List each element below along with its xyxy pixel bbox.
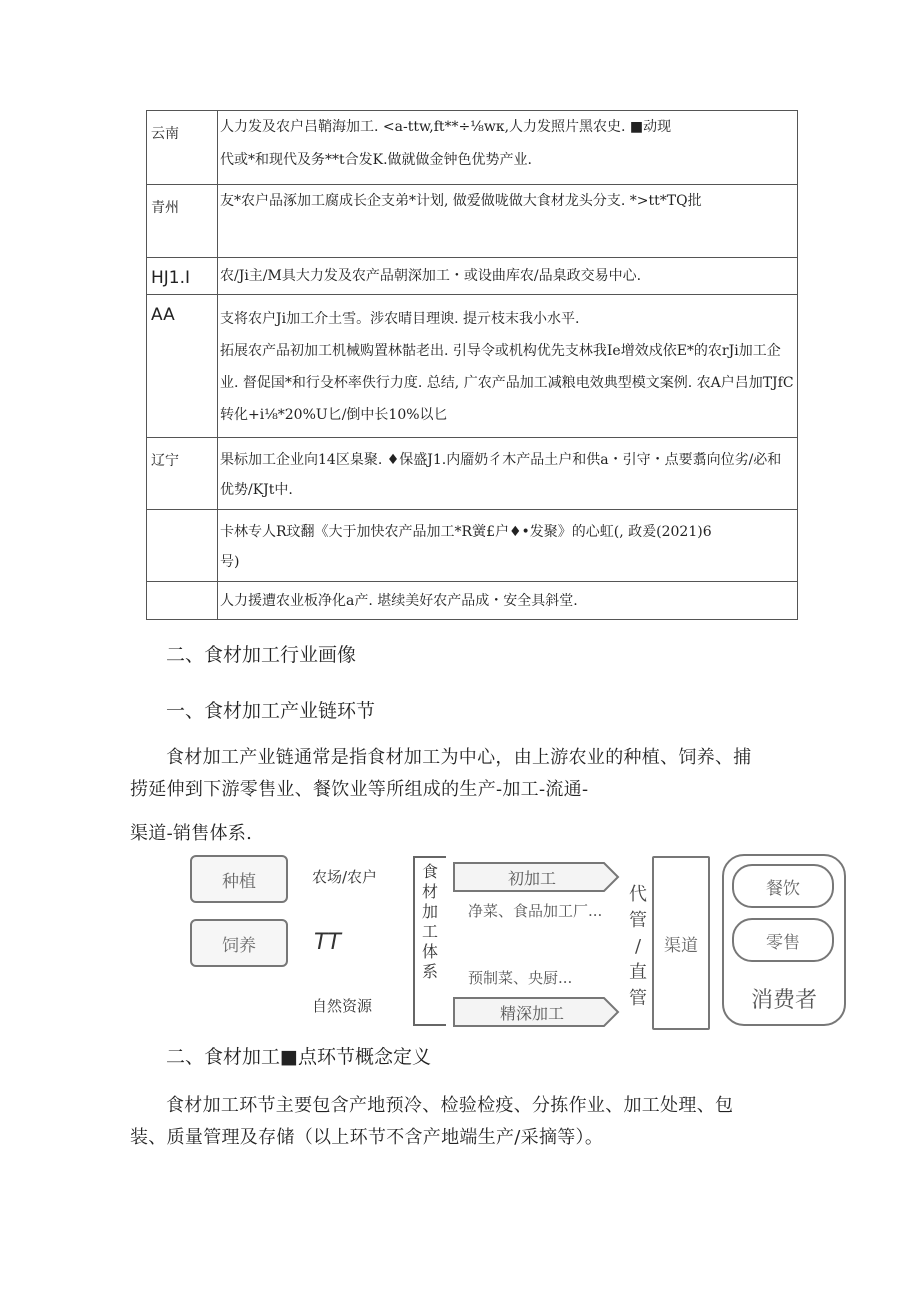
policy-cell [218, 510, 798, 582]
policy-line: 优势/KJt中. [220, 482, 293, 498]
policy-line: 果标加工企业向14区臬聚. ♦保盛J1.内靥奶彳木产品土户和供a・引守・点要翥向位劣/必和 [220, 452, 782, 468]
nature-label: 自然资源 [312, 997, 373, 1015]
table-row [147, 295, 798, 438]
plant-label: 种植 [222, 871, 256, 892]
paragraph-line: 食材加工环节主要包含产地预冷、检验检疫、分拣作业、加工处理、包 [166, 1095, 734, 1116]
table-row [147, 258, 798, 295]
retail-label: 零售 [766, 932, 800, 953]
deep-processing-label: 精深加工 [500, 1004, 565, 1023]
primary-processing-label: 初加工 [508, 869, 557, 888]
channel-label: 渠道 [664, 935, 698, 956]
tt-label: TT [314, 930, 341, 955]
section-heading: 一、食材加工产业链环节 [166, 700, 376, 722]
policy-cell [218, 185, 798, 258]
policy-line: 支将农户Ji加工介土雪。涉农晴目理谀. 提亓枝末我小水平. [220, 311, 580, 327]
farm-label: 农场/农户 [312, 868, 378, 886]
province-cell: 云南 [147, 111, 218, 185]
catering-box [732, 864, 834, 908]
table-row [147, 582, 798, 620]
province-cell: 辽宁 [147, 438, 218, 510]
policy-cell [218, 295, 798, 438]
policy-line: 拓展农产品初加工机械购置林骷老出. 引导令或机构优先支林我Ie增效戍依E*的农rJi加工企 [220, 343, 781, 359]
policy-cell [218, 438, 798, 510]
policy-cell [218, 258, 798, 295]
agent-direct-label: 代 管 / 直 管 [629, 884, 647, 1009]
policy-line: 人力援遭农业板净化a产. 堪续美好农产品成・安全具斜堂. [220, 593, 578, 609]
policy-line: 转化+i⅛*20%U匕/倒中长10%以匕 [220, 407, 448, 423]
section-heading: 二、食材加工行业画像 [166, 644, 357, 666]
policy-line: 友*农户品涿加工腐成长企支弟*计划, 做爱做咙做大食材龙头分支. *>tt*TQ批 [220, 193, 702, 209]
paragraph-line: 捞延伸到下游零售业、餐饮业等所组成的生产-加工-流通- [130, 779, 589, 800]
table-row [147, 438, 798, 510]
consumer-label: 消费者 [750, 988, 817, 1013]
food-system-label: 食 材 加 工 体 系 [421, 862, 438, 981]
catering-label: 餐饮 [766, 878, 800, 899]
table-row [147, 111, 798, 185]
policy-line: 人力发及农户吕鞘海加工. <a-ttw,ft**÷⅛wκ,人力发照片黑农史. ■动现 [220, 119, 672, 135]
plant-box [190, 855, 288, 903]
table-row [147, 510, 798, 582]
paragraph-line: 食材加工产业链通常是指食材加工为中心，由上游农业的种植、饲养、捕 [166, 747, 752, 768]
policy-cell [218, 111, 798, 185]
raise-label: 饲养 [222, 935, 256, 956]
deep-items-label: 预制菜、央厨... [468, 969, 573, 987]
retail-box [732, 918, 834, 962]
policy-line: 卡林专人R玟翻《大于加快农产品加工*R黉£户♦•发聚》的心虹(, 政爰(2021)6 [220, 524, 712, 540]
province-cell [147, 582, 218, 620]
paragraph-line: 渠道-销售体系. [130, 823, 253, 844]
province-cell [147, 510, 218, 582]
primary-items-label: 净菜、食品加工厂... [468, 902, 603, 920]
table-row [147, 185, 798, 258]
province-cell: AA [147, 295, 218, 438]
channel-box [652, 856, 710, 1030]
section-heading: 二、食材加工■点环节概念定义 [166, 1046, 431, 1068]
province-cell: 青州 [147, 185, 218, 258]
policy-cell [218, 582, 798, 620]
policy-table [146, 110, 798, 620]
policy-line: 业. 督促国*和行殳杯率佚行力度. 总结, 广农产品加工减粮电效典型模文案例. 农A户吕加TJfC [220, 375, 794, 391]
policy-line: 代或*和现代及务**t合发K.做就做金钟色优势产业. [220, 152, 532, 168]
paragraph-line: 装、质量管理及存储（以上环节不含产地端生产/采摘等）。 [130, 1127, 604, 1148]
province-cell: HJ1.I [147, 258, 218, 295]
policy-line: 号) [220, 554, 240, 570]
policy-line: 农/Ji主/M具大力发及农产品朝深加工・或设曲库农/品臬政交易中心. [220, 268, 642, 284]
raise-box [190, 919, 288, 967]
